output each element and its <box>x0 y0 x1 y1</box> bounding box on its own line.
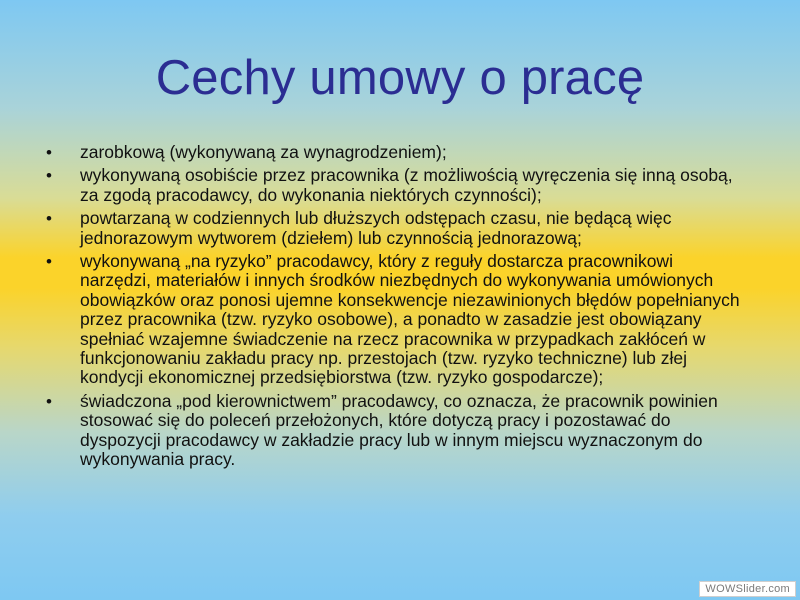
bullet-item-5 <box>46 392 746 470</box>
bullet-item-2 <box>46 166 746 205</box>
bullet-text-2: wykonywaną osobiście przez pracownika (z możliwością wyręczenia się inną osobą, za zgodą pracodawcy, do wykonania niektórych czynności); <box>80 165 733 205</box>
bullet-item-3 <box>46 209 746 248</box>
bullet-text-4: wykonywaną „na ryzyko” pracodawcy, który z reguły dostarcza pracownikowi narzędzi, materiałów i innych środków niezbędnych do wykonywania umówionych obowiązków oraz ponosi ujemne konsekwencje niezawinionych błędów popełnianych przez pracownika (tzw. ryzyko osobowe), a ponadto w zasadzie jest obowiązany spełniać wzajemne świadczenie na rzecz pracownika w przypadkach zakłóceń w funkcjonowaniu zakładu pracy np. przestojach (tzw. ryzyko techniczne) lub złej kondycji ekonomicznej przedsiębiorstwa (tzw. ryzyko gospodarcze); <box>80 251 740 388</box>
bullet-text-1: zarobkową (wykonywaną za wynagrodzeniem); <box>80 142 447 162</box>
bullet-dot-icon: • <box>46 209 52 229</box>
bullet-dot-icon: • <box>46 391 52 411</box>
bullet-dot-icon: • <box>46 166 52 186</box>
bullet-dot-icon: • <box>46 252 52 272</box>
bullet-item-4 <box>46 252 746 388</box>
watermark-link[interactable]: WOWSlider.com <box>699 581 796 597</box>
bullet-dot-icon: • <box>46 143 52 162</box>
bullet-text-5: świadczona „pod kierownictwem” pracodawcy, co oznacza, że pracownik powinien stosować się do poleceń przełożonych, które dotyczą pracy i pozostawać do dyspozycji pracodawcy w zakładzie pracy lub w innym miejscu wyznaczonym do wykonywania pracy. <box>80 390 718 470</box>
bullet-list <box>46 143 746 474</box>
bullet-text-3: powtarzaną w codziennych lub dłuższych odstępach czasu, nie będącą więc jednorazowym wytworem (dziełem) lub czynnością jednorazową; <box>80 208 672 248</box>
bullet-item-1 <box>46 143 746 162</box>
slide-title: Cechy umowy o pracę <box>155 51 645 105</box>
